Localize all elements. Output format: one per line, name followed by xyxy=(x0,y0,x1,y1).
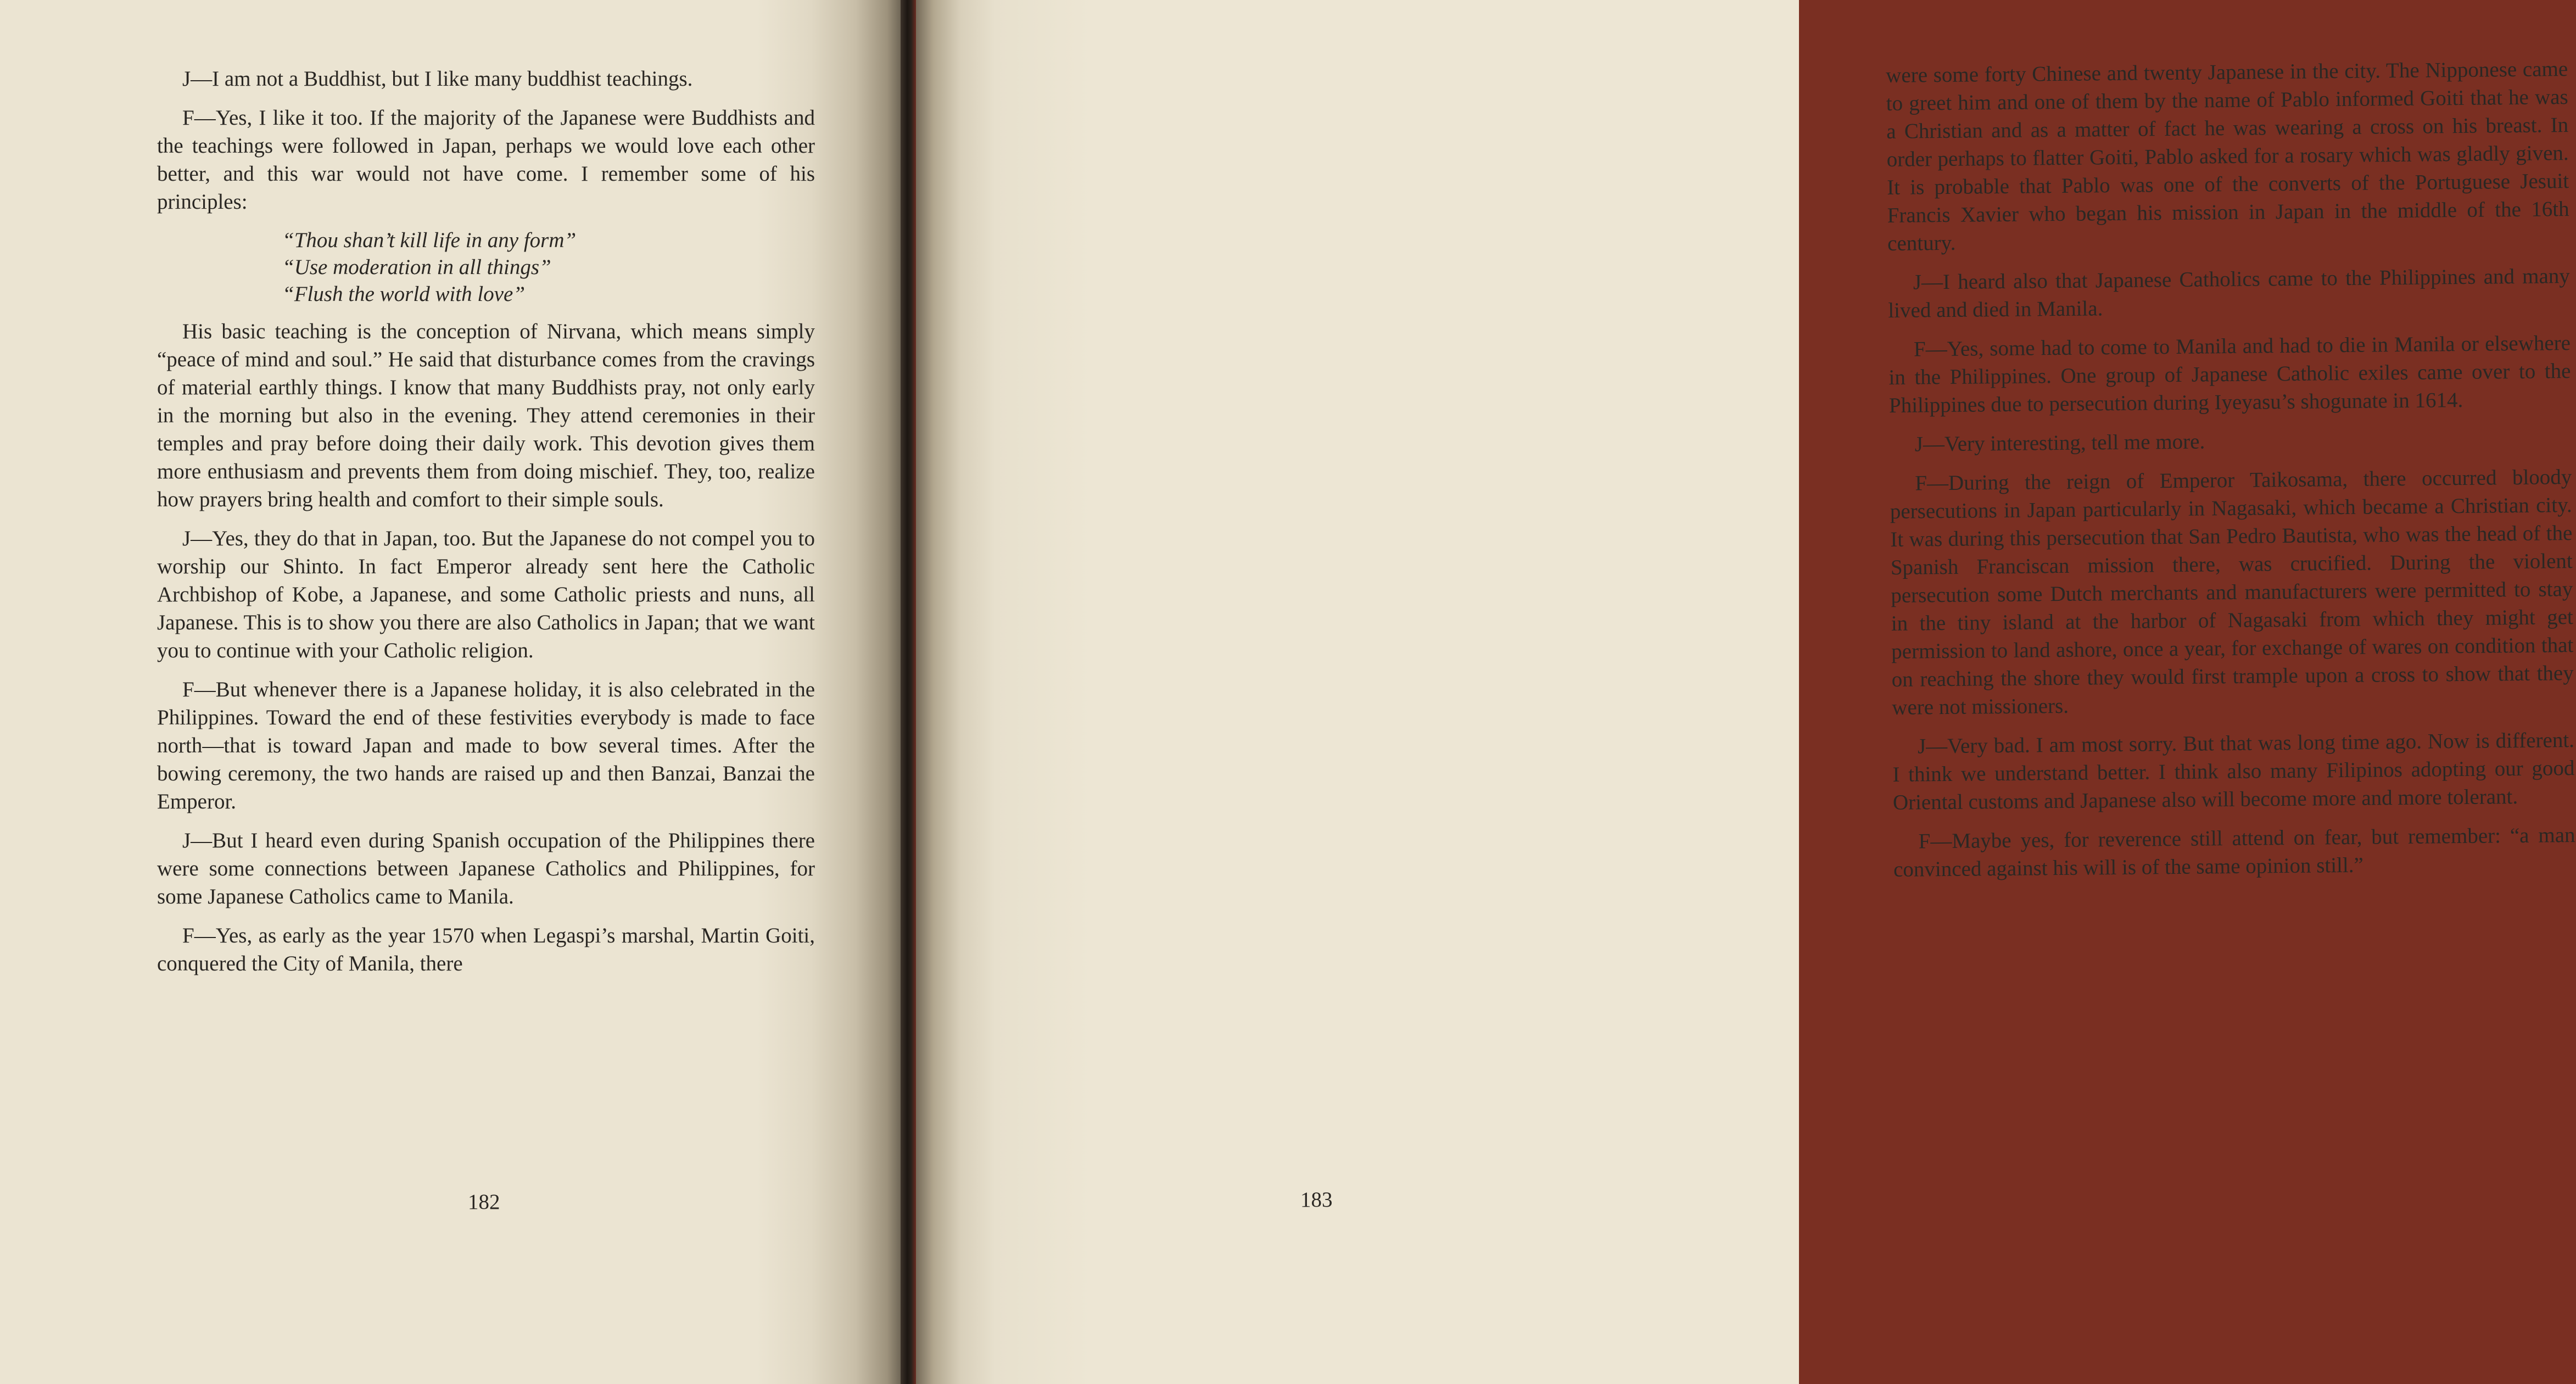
paragraph: J—Very bad. I am most sorry. But that was long time ago. Now is different. I think we understand better. I think also many Filipinos adopting our good Oriental customs and Japanese also will become more and more tolerant. xyxy=(1892,728,2575,814)
paragraph: F—But whenever there is a Japanese holiday, it is also celebrated in the Philippines. Toward the end of these festivities everybody is made to face north—that is toward Japan and made to bow several times. After the bowing ceremony, the two hands are raised up and then Banzai, Banzai the Emperor. xyxy=(157,678,815,813)
paragraph: F—Yes, as early as the year 1570 when Legaspi’s marshal, Martin Goiti, conquered the City of Manila, there xyxy=(157,924,815,975)
verse-line: “Use moderation in all things” xyxy=(282,255,551,279)
paragraph: His basic teaching is the conception of Nirvana, which means simply “peace of mind and soul.” He said that disturbance comes from the cravings of material earthly things. I know that many Buddhists pray, not only early in the morning but also in the evening. They attend ceremonies in their temples and pray before doing their daily work. This devotion gives them more enthusiasm and prevents them from doing mischief. They, too, realize how prayers bring health and comfort to their simple souls. xyxy=(157,320,815,511)
paragraph: J—I heard also that Japanese Catholics came to the Philippines and many lived and died in Manila. xyxy=(1888,264,2571,322)
left-page-text xyxy=(157,65,815,989)
paragraph: J—But I heard even during Spanish occupation of the Philippines there were some connections between Japanese Catholics and Philippines, for some Japanese Catholics came to Manila. xyxy=(157,829,815,908)
page-number: 183 xyxy=(1300,1188,1333,1212)
paragraph: J—I am not a Buddhist, but I like many buddhist teachings. xyxy=(182,67,693,91)
paragraph: F—Yes, some had to come to Manila and had to die in Manila or elsewhere in the Philippines. One group of Japanese Catholic exiles came over to the Philippines due to persecution during Iyeyasu’s shogunate in 1614. xyxy=(1888,331,2571,417)
right-page-text xyxy=(1886,55,2576,895)
paragraph: were some forty Chinese and twenty Japanese in the city. The Nipponese came to greet him and one of them by the name of Pablo informed Goiti that he was a Christian and as a matter of fact he was wearing a cross on his breast. In order perhaps to flatter Goiti, Pablo asked for a rosary which was gladly given. It is probable that Pablo was one of the converts of the Portuguese Jesuit Francis Xavier who began his mission in Japan in the middle of the 16th century. xyxy=(1886,57,2569,255)
right-page xyxy=(916,0,2575,1384)
verse-block xyxy=(157,227,815,308)
book-gutter xyxy=(901,0,916,1384)
verse-line: “Thou shan’t kill life in any form” xyxy=(282,228,577,252)
paragraph: J—Very interesting, tell me more. xyxy=(1914,429,2205,456)
verse-line: “Flush the world with love” xyxy=(282,282,526,306)
left-page xyxy=(0,0,901,1384)
paragraph: F—Yes, I like it too. If the majority of the Japanese were Buddhists and the teachings were followed in Japan, perhaps we would love each other better, and this war would not have come. I remember some of his principles: xyxy=(157,106,815,214)
paragraph: J—Yes, they do that in Japan, too. But the Japanese do not compel you to worship our Shinto. In fact Emperor already sent here the Catholic Archbishop of Kobe, a Japanese, and some Catholic priests and nuns, all Japanese. This is to show you there are also Catholics in Japan; that we want you to continue with your Catholic religion. xyxy=(157,527,815,662)
paragraph: F—During the reign of Emperor Taikosama, there occurred bloody persecutions in Japan particularly in Nagasaki, which became a Christian city. It was during this persecution that San Pedro Bautista, who was the head of the Spanish Franciscan mission there, was crucified. During the violent persecution some Dutch merchants and manufacturers were permitted to stay in the tiny island at the harbor of Nagasaki from which they might get permission to land ashore, once a year, for exchange of wares on condition that on reaching the shore they would first trample upon a cross to show that they were not missioners. xyxy=(1890,465,2574,719)
paragraph: F—Maybe yes, for reverence still attend on fear, but remember: “a man convinced against his will is of the same opinion still.” xyxy=(1893,823,2575,881)
page-number: 182 xyxy=(468,1190,500,1214)
